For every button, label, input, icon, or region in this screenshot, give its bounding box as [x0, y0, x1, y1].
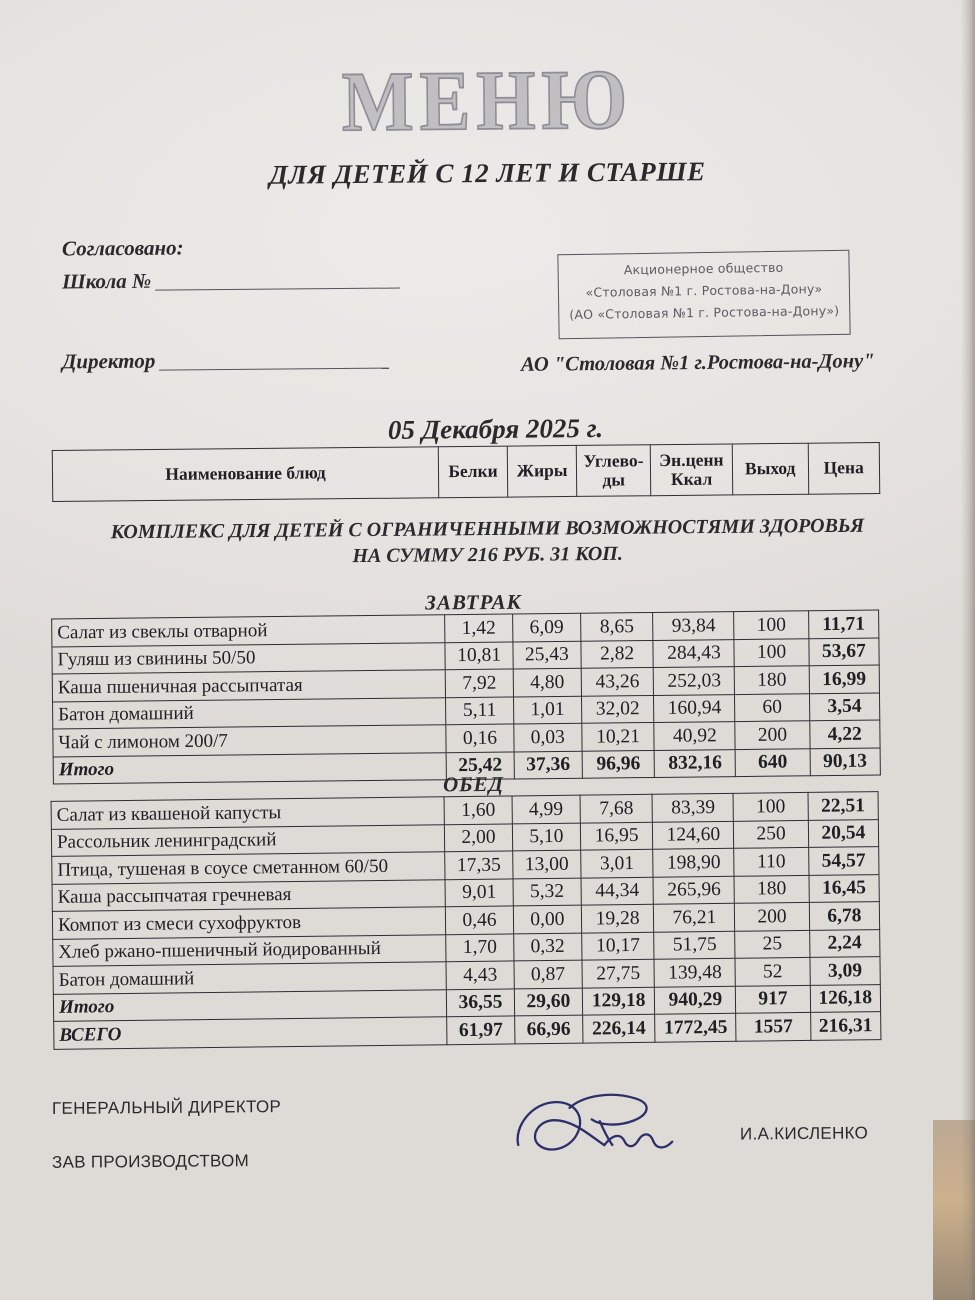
cell-fat: 6,09 [513, 613, 581, 641]
cell-price: 3,54 [809, 693, 880, 721]
cell-price: 20,54 [808, 819, 879, 847]
cell-carbs: 43,26 [581, 667, 654, 695]
header-cell-name: Наименование блюд [52, 447, 439, 502]
cell-fat: 1,01 [513, 696, 581, 724]
cell-energy: 51,75 [654, 931, 735, 959]
cell-protein: 17,35 [445, 851, 513, 879]
cell-name: Рассольник ленинградский [51, 824, 444, 856]
company-stamp [557, 250, 850, 340]
cell-price: 53,67 [809, 638, 880, 666]
cell-name: Хлеб ржано-пшеничный йодированный [53, 934, 446, 966]
header-cell-fat: Жиры [507, 445, 577, 497]
cell-energy: 940,29 [655, 986, 736, 1014]
cell-carbs: 44,34 [581, 877, 654, 905]
cell-name: Батон домашний [53, 697, 446, 729]
cell-energy: 139,48 [654, 958, 735, 986]
cell-carbs: 8,65 [580, 612, 653, 640]
school-blank-line[interactable] [155, 288, 400, 291]
cell-name: Итого [53, 752, 446, 784]
cell-protein: 0,16 [446, 724, 514, 752]
cell-protein: 1,60 [444, 796, 512, 824]
cell-name: Итого [53, 989, 446, 1021]
cell-protein: 7,92 [445, 669, 513, 697]
general-director-label: ГЕНЕРАЛЬНЫЙ ДИРЕКТОР [51, 1097, 282, 1118]
cell-carbs: 3,01 [580, 849, 653, 877]
cell-protein: 61,97 [447, 1016, 515, 1044]
cell-name: Батон домашний [53, 962, 446, 994]
cell-carbs: 10,17 [581, 932, 654, 960]
table-header-row [52, 443, 879, 502]
approval-label: Согласовано: [61, 235, 184, 261]
cell-name: Гуляш из свинины 50/50 [52, 642, 445, 674]
school-label: Школа № [61, 268, 152, 294]
cell-price: 11,71 [808, 610, 879, 638]
cell-protein: 0,46 [445, 906, 513, 934]
cell-energy: 198,90 [653, 848, 734, 876]
page-subtitle: ДЛЯ ДЕТЕЙ С 12 ЛЕТ И СТАРШЕ [269, 156, 706, 190]
cell-fat: 0,03 [514, 723, 582, 751]
cell-protein: 9,01 [445, 878, 513, 906]
cell-energy: 40,92 [654, 722, 735, 750]
cell-fat: 5,10 [512, 823, 580, 851]
cell-price: 3,09 [810, 957, 881, 985]
cell-fat: 4,99 [512, 795, 580, 823]
cell-carbs: 10,21 [582, 722, 655, 750]
cell-name: Компот из смеси сухофруктов [52, 907, 445, 939]
stamp-line-1: Акционерное общество [623, 259, 784, 278]
cell-fat: 0,87 [514, 960, 582, 988]
cell-name: ВСЕГО [54, 1017, 447, 1049]
cell-output: 180 [734, 875, 809, 903]
cell-fat: 66,96 [515, 1015, 583, 1043]
cell-output: 100 [734, 611, 809, 639]
meal-heading-lunch: ОБЕД [442, 771, 505, 797]
cell-output: 1557 [736, 1012, 811, 1040]
cell-energy: 265,96 [653, 876, 734, 904]
header-cell-output: Выход [732, 443, 808, 495]
signer-name: И.А.КИСЛЕНКО [739, 1123, 869, 1144]
cell-output: 52 [735, 957, 810, 985]
header-cell-carbs: Углево-ды [576, 445, 650, 497]
cell-output: 100 [734, 638, 809, 666]
cell-protein: 36,55 [446, 988, 514, 1016]
cell-name: Чай с лимоном 200/7 [53, 725, 446, 757]
cell-carbs: 16,95 [580, 822, 653, 850]
cell-energy: 76,21 [654, 903, 735, 931]
cell-name: Салат из свеклы отварной [52, 615, 445, 647]
cell-protein: 2,00 [444, 823, 512, 851]
cell-price: 54,57 [808, 847, 879, 875]
cell-carbs: 226,14 [582, 1014, 655, 1042]
cell-fat: 5,32 [513, 878, 581, 906]
school-field-row [62, 267, 400, 295]
cell-energy: 1772,45 [655, 1013, 736, 1041]
menu-date: 05 Декабря 2025 г. [387, 412, 604, 445]
page-title: МЕНЮ [341, 52, 634, 150]
cell-energy: 83,39 [653, 793, 734, 821]
complex-caption-line-2: НА СУММУ 216 РУБ. 31 КОП. [352, 543, 623, 568]
cell-output: 200 [735, 721, 810, 749]
meal-table-breakfast-body [52, 610, 881, 784]
cell-fat: 0,32 [514, 933, 582, 961]
cell-energy: 93,84 [653, 612, 734, 640]
complex-caption-line-1: КОМПЛЕКС ДЛЯ ДЕТЕЙ С ОГРАНИЧЕННЫМИ ВОЗМОЖНОСТЯМИ ЗДОРОВЬЯ [110, 514, 865, 544]
stamp-line-3: (АО «Столовая №1 г. Ростова-на-Дону») [569, 302, 840, 322]
cell-output: 25 [735, 930, 810, 958]
cell-energy: 252,03 [654, 667, 735, 695]
signature-icon [499, 1083, 721, 1178]
cell-carbs: 7,68 [580, 794, 653, 822]
cell-protein: 1,70 [446, 933, 514, 961]
cell-output: 250 [734, 820, 809, 848]
cell-output: 917 [736, 985, 811, 1013]
cell-fat: 37,36 [514, 751, 582, 779]
cell-price: 6,78 [809, 902, 880, 930]
cell-protein: 10,81 [445, 641, 513, 669]
cell-name: Каша пшеничная рассыпчатая [52, 670, 445, 702]
cell-protein: 5,11 [446, 696, 514, 724]
cell-carbs: 27,75 [582, 959, 655, 987]
cell-fat: 25,43 [513, 641, 581, 669]
cell-price: 22,51 [808, 792, 879, 820]
cell-price: 2,24 [809, 929, 880, 957]
cell-price: 16,99 [809, 665, 880, 693]
cell-fat: 0,00 [513, 905, 581, 933]
cell-energy: 160,94 [654, 694, 735, 722]
cell-carbs: 19,28 [581, 904, 654, 932]
cell-fat: 13,00 [513, 850, 581, 878]
cell-protein: 25,42 [446, 751, 514, 779]
cell-name: Птица, тушеная в соусе сметанном 60/50 [52, 852, 445, 884]
header-cell-energy: Эн.ценн Ккал [650, 444, 732, 496]
cell-name: Каша рассыпчатая гречневая [52, 879, 445, 911]
organization-name: АО "Столовая №1 г.Ростова-на-Дону" [520, 350, 875, 376]
cell-price: 90,13 [810, 748, 881, 776]
director-blank-line[interactable] [159, 368, 389, 371]
cell-energy: 284,43 [653, 639, 734, 667]
cell-carbs: 32,02 [581, 695, 654, 723]
cell-energy: 832,16 [655, 749, 736, 777]
cell-price: 16,45 [809, 874, 880, 902]
cell-output: 640 [735, 748, 810, 776]
cell-output: 100 [733, 792, 808, 820]
cell-name: Салат из квашеной капусты [51, 797, 444, 829]
cell-output: 60 [735, 693, 810, 721]
cell-price: 216,31 [810, 1012, 881, 1040]
cell-output: 110 [734, 847, 809, 875]
meal-table-lunch [51, 791, 882, 1049]
director-field-row [62, 347, 389, 375]
meal-table-lunch-body [51, 792, 881, 1049]
cell-protein: 1,42 [445, 614, 513, 642]
complex-caption [0, 512, 975, 573]
production-manager-label: ЗАВ ПРОИЗВОДСТВОМ [51, 1151, 250, 1172]
director-label: Директор [61, 348, 156, 374]
meal-table-breakfast [51, 610, 881, 785]
desk-edge [933, 1120, 975, 1300]
cell-price: 126,18 [810, 984, 881, 1012]
stamp-line-2: «Столовая №1 г. Ростова-на-Дону» [585, 281, 823, 300]
cell-energy: 124,60 [653, 821, 734, 849]
header-cell-protein: Белки [438, 446, 508, 498]
table-header [52, 442, 880, 502]
cell-fat: 4,80 [513, 668, 581, 696]
cell-protein: 4,43 [446, 961, 514, 989]
cell-output: 180 [735, 666, 810, 694]
meal-heading-breakfast: ЗАВТРАК [425, 589, 522, 615]
cell-carbs: 96,96 [582, 750, 655, 778]
cell-price: 4,22 [809, 720, 880, 748]
cell-carbs: 129,18 [582, 987, 655, 1015]
cell-fat: 29,60 [514, 988, 582, 1016]
header-cell-price: Цена [808, 443, 880, 495]
cell-carbs: 2,82 [581, 640, 654, 668]
cell-output: 200 [735, 902, 810, 930]
